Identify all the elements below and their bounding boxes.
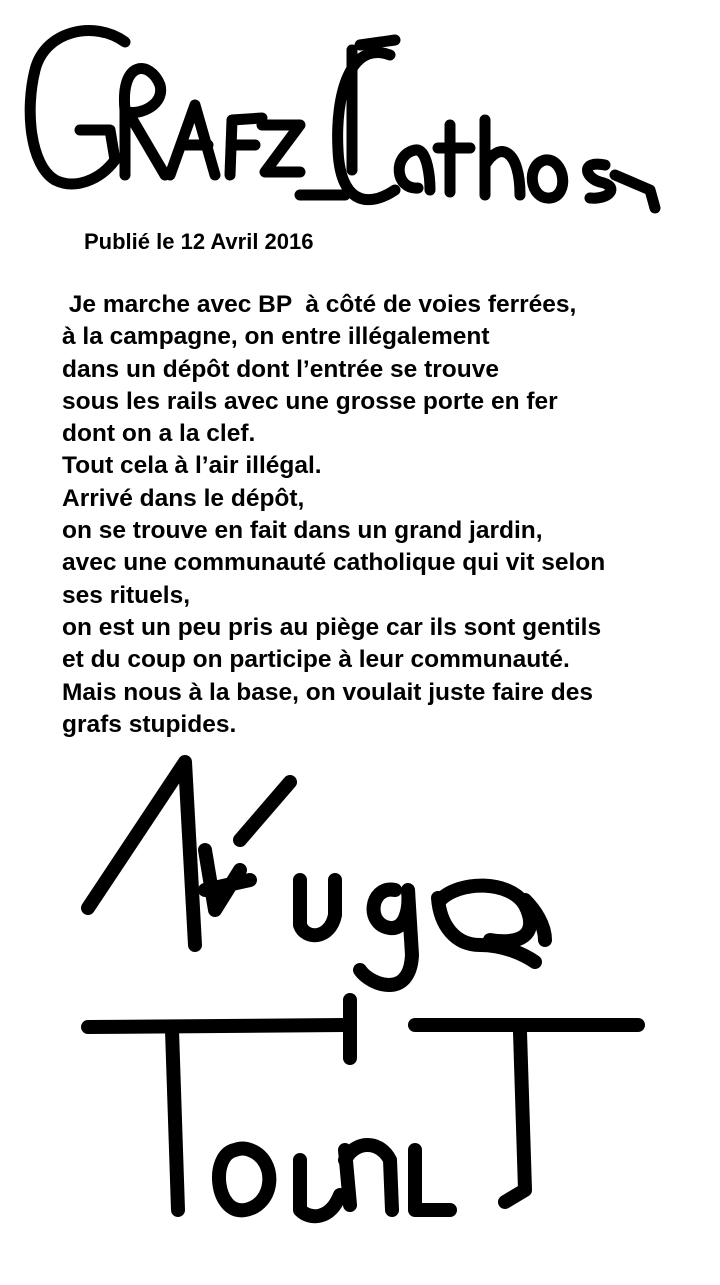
hand-drawn-title [0, 0, 720, 230]
story-line: Je marche avec BP à côté de voies ferrées, [62, 291, 577, 318]
story-line: dont on a la clef. [62, 420, 256, 448]
hand-drawn-signature [0, 740, 720, 1280]
story-line: dans un dépôt dont l’entrée se trouve [62, 355, 499, 383]
story-line: avec une communauté catholique qui vit selon [62, 549, 606, 577]
story-line: et du coup on participe à leur communauté. [62, 646, 570, 674]
story-text [62, 289, 702, 741]
story-line: à la campagne, on entre illégalement [62, 323, 490, 351]
story-line: sous les rails avec une grosse porte en fer [62, 387, 558, 415]
title-drawing [0, 0, 720, 230]
story-line: ses rituels, [62, 581, 191, 609]
signature-drawing [0, 740, 720, 1280]
publication-date: Publié le 12 Avril 2016 [84, 229, 314, 254]
story-line: Mais nous à la base, on voulait juste faire des [62, 678, 593, 706]
story-line: Arrivé dans le dépôt, [62, 484, 305, 512]
story-line: Tout cela à l’air illégal. [62, 452, 322, 480]
story-line: on est un peu pris au piège car ils sont gentils [62, 613, 602, 641]
story-line: grafs stupides. [62, 710, 237, 738]
story-line: on se trouve en fait dans un grand jardin, [62, 517, 543, 545]
